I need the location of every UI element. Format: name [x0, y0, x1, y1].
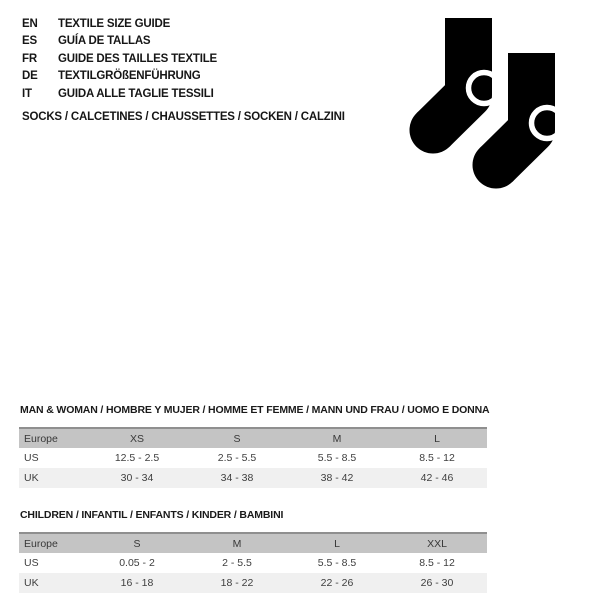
- table-title-man-woman: MAN & WOMAN / HOMBRE Y MUJER / HOMME ET FEMME / MANN UND FRAU / UOMO E DONNA: [20, 404, 490, 416]
- language-guide-list: [22, 16, 217, 103]
- header-cell-size: S: [187, 428, 287, 448]
- size-table-section-children: [19, 509, 487, 593]
- language-row-it: [22, 86, 217, 103]
- header-cell-size: L: [387, 428, 487, 448]
- size-cell: 18 - 22: [187, 573, 287, 593]
- header-cell-size: M: [187, 533, 287, 553]
- row-label: UK: [19, 573, 87, 593]
- table-row-uk: [19, 573, 487, 593]
- language-code: ES: [22, 35, 37, 48]
- language-code: EN: [22, 18, 38, 30]
- row-label: US: [24, 557, 39, 569]
- category-line: SOCKS / CALCETINES / CHAUSSETTES / SOCKEN / CALZINI: [22, 111, 345, 123]
- size-cell: 8.5 - 12: [419, 452, 455, 464]
- size-cell: 5.5 - 8.5: [317, 557, 357, 569]
- size-table-man-woman: [19, 427, 487, 488]
- sock-front: [402, 18, 500, 162]
- size-cell: 16 - 18: [87, 573, 187, 593]
- size-cell: 26 - 30: [387, 573, 487, 593]
- table-row-us: [19, 448, 487, 468]
- size-cell: 34 - 38: [187, 468, 287, 488]
- language-row-fr: [22, 51, 217, 68]
- size-table-section-man-woman: [19, 404, 490, 488]
- header-cell-region: Europe: [19, 533, 87, 553]
- header-cell-size: L: [287, 533, 387, 553]
- header-cell-size: M: [287, 428, 387, 448]
- header-cell-region: Europe: [19, 428, 87, 448]
- row-label: UK: [19, 468, 87, 488]
- row-label: US: [24, 452, 39, 464]
- size-cell: 0.05 - 2: [119, 557, 155, 569]
- table-header-row: [19, 428, 487, 448]
- size-cell: 22 - 26: [287, 573, 387, 593]
- table-row-us: [19, 553, 487, 573]
- language-row-es: [22, 33, 217, 50]
- header-cell-size: XS: [87, 428, 187, 448]
- guide-title-es: GUÍA DE TALLAS: [58, 35, 151, 48]
- table-header-row: [19, 533, 487, 553]
- size-cell: 5.5 - 8.5: [317, 452, 357, 464]
- size-table-children: [19, 532, 487, 593]
- size-cell: 38 - 42: [287, 468, 387, 488]
- guide-title-it: GUIDA ALLE TAGLIE TESSILI: [58, 87, 214, 100]
- size-cell: 2.5 - 5.5: [217, 452, 257, 464]
- guide-title-de: TEXTILGRÖßENFÜHRUNG: [58, 70, 201, 83]
- size-cell: 8.5 - 12: [419, 557, 455, 569]
- language-row-de: [22, 68, 217, 85]
- header-cell-size: XXL: [387, 533, 487, 553]
- table-title-children: CHILDREN / INFANTIL / ENFANTS / KINDER / BAMBINI: [20, 509, 284, 521]
- guide-title-en: TEXTILE SIZE GUIDE: [58, 18, 171, 30]
- size-cell: 12.5 - 2.5: [114, 452, 160, 464]
- language-code: FR: [22, 52, 37, 65]
- language-code: IT: [22, 87, 32, 100]
- socks-icon: [400, 0, 575, 190]
- language-code: DE: [22, 70, 38, 83]
- size-cell: 2 - 5.5: [222, 557, 252, 569]
- size-cell: 30 - 34: [87, 468, 187, 488]
- table-row-uk: [19, 468, 487, 488]
- header-cell-size: S: [87, 533, 187, 553]
- language-row-en: [22, 16, 217, 33]
- size-cell: 42 - 46: [387, 468, 487, 488]
- guide-title-fr: GUIDE DES TAILLES TEXTILE: [58, 52, 217, 65]
